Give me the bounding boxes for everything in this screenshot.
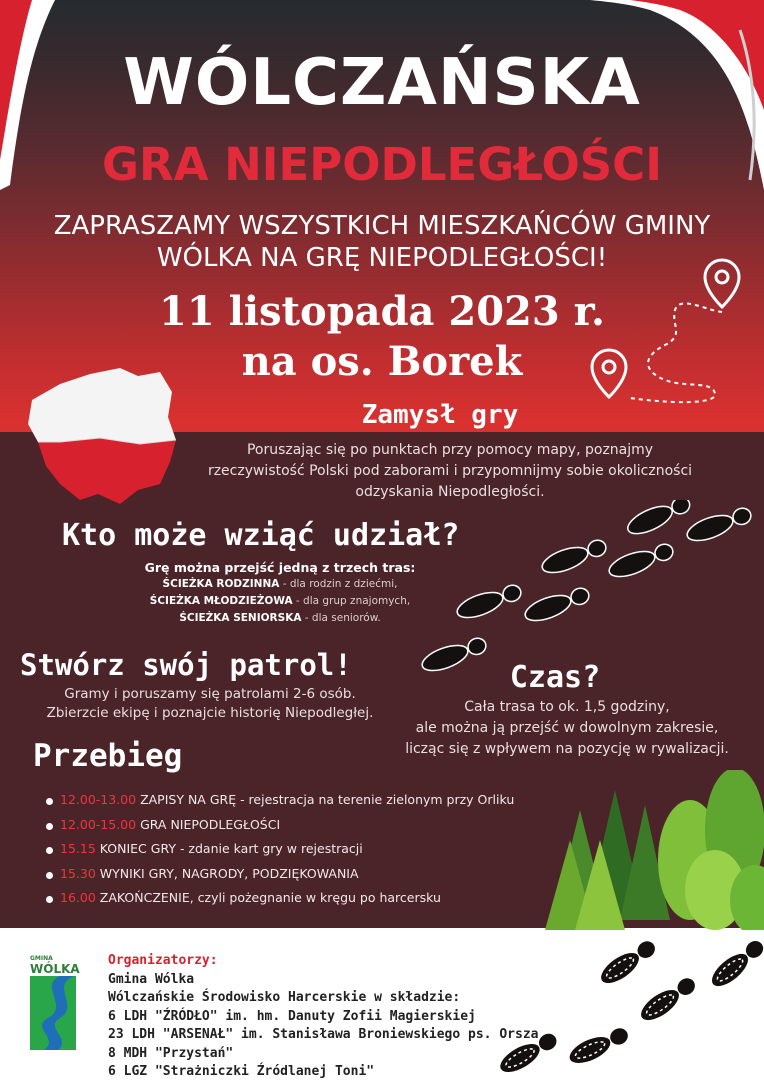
schedule-text: WYNIKI GRY, NAGRODY, PODZIĘKOWANIA <box>95 865 359 881</box>
concept-text <box>130 440 764 503</box>
schedule-time: 16.00 <box>60 890 96 905</box>
schedule-list <box>44 792 514 915</box>
schedule-time: 12.00-15.00 <box>60 816 137 832</box>
forest-decoration <box>540 770 764 930</box>
patrol-heading: Stwórz swój patrol! <box>20 648 352 682</box>
poster-title: WÓLCZAŃSKA <box>123 46 641 120</box>
organizer-line: Wólczańskie Środowisko Harcerskie w składzie: <box>108 990 461 1005</box>
schedule-time: 15.15 <box>60 841 96 856</box>
schedule-time: 15.30 <box>60 865 96 881</box>
map-pin-icon <box>705 260 739 307</box>
footprints-decoration <box>420 500 764 680</box>
route-name: ŚCIEŻKA SENIORSKA <box>179 612 302 624</box>
location-line: na os. Borek <box>241 338 523 385</box>
concept-line-1: Poruszając się po punktach przy pomocy mapy, poznajmy <box>246 442 654 458</box>
organizer-line: 6 LGZ "Strażniczki Źródlanej Toni" <box>108 1064 375 1079</box>
schedule-text: ZAKOŃCZENIE, czyli pożegnanie w kręgu po harcersku <box>95 890 441 905</box>
schedule-time: 12.00-13.00 <box>60 792 137 807</box>
time-text <box>370 697 764 760</box>
logo-river-icon <box>30 976 76 1050</box>
invitation-line-1: ZAPRASZAMY WSZYSTKICH MIESZKAŃCÓW GMINY <box>53 211 711 241</box>
organizer-line: 23 LDH "ARSENAŁ" im. Stanisława Broniewskiego ps. Orsza <box>108 1027 539 1042</box>
route-name: ŚCIEŻKA RODZINNA <box>162 578 280 590</box>
schedule-item <box>44 817 514 842</box>
schedule-item <box>44 866 514 891</box>
route-name: ŚCIEŻKA MŁODZIEŻOWA <box>149 595 293 607</box>
footprints-bottom-decoration <box>500 940 764 1080</box>
time-line-2: ale można ją przejść w dowolnym zakresie, <box>415 720 719 736</box>
date-line: 11 listopada 2023 r. <box>159 288 605 335</box>
organizer-line: Gmina Wólka <box>108 971 195 987</box>
concept-heading: Zamysł gry <box>361 400 519 430</box>
schedule-text: GRA NIEPODLEGŁOŚCI <box>136 816 281 832</box>
invitation-line-2: WÓLKA NA GRĘ NIEPODLEGŁOŚCI! <box>156 243 608 273</box>
organizers-heading: Organizatorzy: <box>108 953 218 968</box>
who-heading: Kto może wziąć udział? <box>62 518 460 553</box>
poster-subtitle: GRA NIEPODLEGŁOŚCI <box>102 138 662 191</box>
gmina-logo <box>30 955 80 1054</box>
patrol-line-2: Zbierzcie ekipę i poznajcie historię Niepodległej. <box>46 705 374 721</box>
schedule-heading: Przebieg <box>33 738 183 774</box>
map-route-decoration <box>585 250 760 410</box>
time-heading: Czas? <box>509 660 601 695</box>
map-pin-icon <box>592 350 626 397</box>
patrol-line-1: Gramy i poruszamy się patrolami 2-6 osób. <box>64 686 356 702</box>
schedule-text: ZAPISY NA GRĘ - rejestracja na terenie zielonym przy Orliku <box>136 792 515 807</box>
route-description: - dla grup znajomych, <box>292 595 411 607</box>
route-description: - dla seniorów. <box>301 612 381 624</box>
schedule-item <box>44 792 514 817</box>
routes-intro: Grę można przejść jedną z trzech tras: <box>144 560 416 575</box>
schedule-item <box>44 890 514 915</box>
route-description: - dla rodzin z dziećmi, <box>279 578 398 590</box>
time-line-1: Cała trasa to ok. 1,5 godziny, <box>464 699 670 715</box>
patrol-text <box>20 685 400 723</box>
logo-small-text: GMINA <box>30 955 53 962</box>
organizer-line: 8 MDH "Przystań" <box>108 1045 234 1061</box>
concept-line-3: odzyskania Niepodległości. <box>355 484 545 500</box>
time-line-3: licząc się z wpływem na pozycję w rywalizacji. <box>405 741 729 757</box>
schedule-text: KONIEC GRY - zdanie kart gry w rejestracji <box>95 841 363 856</box>
logo-name: WÓLKA <box>30 962 80 976</box>
organizers-block <box>108 952 538 1080</box>
organizer-line: 6 LDH "ŹRÓDŁO" im. hm. Danuty Zofii Magierskiej <box>108 1008 476 1024</box>
concept-line-2: rzeczywistość Polski pod zaborami i przypomnijmy sobie okoliczności <box>207 463 693 479</box>
schedule-item <box>44 841 514 866</box>
